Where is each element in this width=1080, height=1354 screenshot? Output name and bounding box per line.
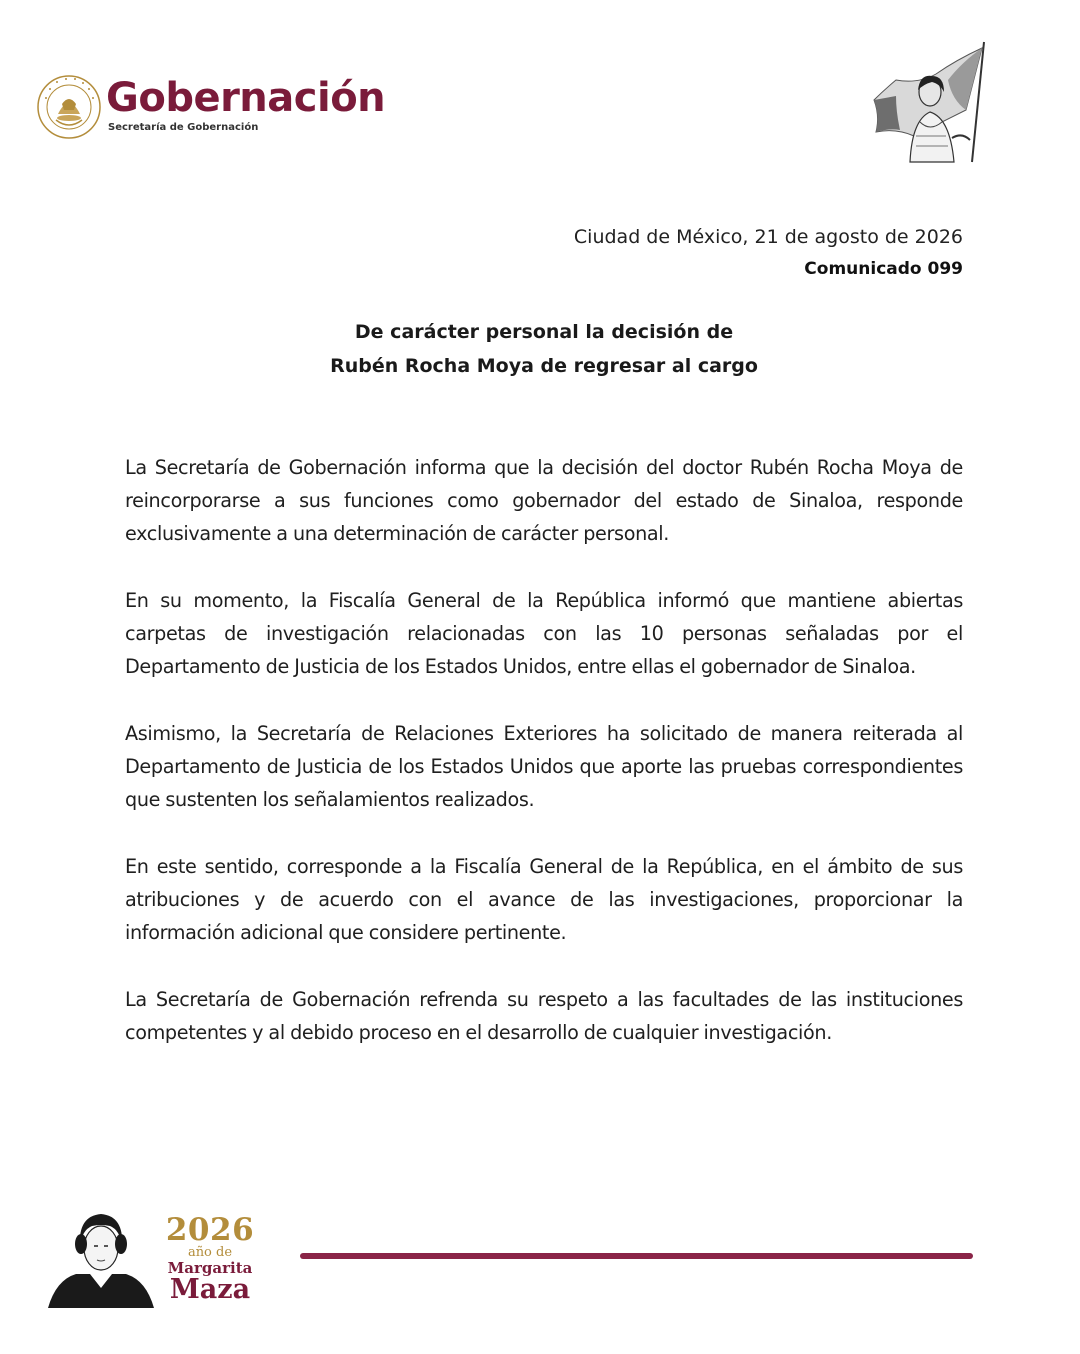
paragraph: Asimismo, la Secretaría de Relaciones Exteriores ha solicitado de manera reiterada al Departamento de Justicia de los Estados Unidos que aporte las pruebas correspondientes que sustenten los señalamientos realizados. (125, 722, 963, 811)
honoree-last-name: Maza (169, 1274, 251, 1305)
heroine-flag-illustration (866, 40, 990, 164)
honoree-first-name: Margarita (167, 1259, 253, 1277)
margarita-maza-portrait (46, 1208, 156, 1308)
headline-line-2: Rubén Rocha Moya de regresar al cargo (330, 355, 758, 377)
paragraph: En su momento, la Fiscalía General de la República informó que mantiene abiertas carpetas de investigación relacionadas con las 10 personas señaladas por el Departamento de Justicia de los Estados Unidos, entre ellas el gobernador de Sinaloa. (125, 589, 963, 678)
paragraph: La Secretaría de Gobernación informa que la decisión del doctor Rubén Rocha Moya de reincorporarse a sus funciones como gobernador del estado de Sinaloa, responde exclusivamente a una determinación de carácter personal. (125, 456, 963, 545)
year-caption: año de (187, 1245, 233, 1260)
year-emblem (160, 1214, 260, 1304)
brand-subtitle: Secretaría de Gobernación (108, 122, 259, 133)
year-number: 2026 (165, 1212, 255, 1248)
national-seal-icon (36, 74, 102, 140)
gobernacion-logo (36, 72, 396, 140)
comunicado-number: Comunicado 099 (804, 259, 963, 279)
body-text (125, 451, 963, 1083)
footer-divider (300, 1253, 973, 1259)
paragraph: La Secretaría de Gobernación refrenda su respeto a las facultades de las instituciones competentes y al debido proceso en el desarrollo de cualquier investigación. (125, 988, 963, 1044)
paragraph: En este sentido, corresponde a la Fiscalía General de la República, en el ámbito de sus atribuciones y de acuerdo con el avance de las investigaciones, proporcionar la información adicional que considere pertinente. (125, 855, 963, 944)
brand-title: Gobernación (106, 75, 386, 121)
dateline: Ciudad de México, 21 de agosto de 2026 (573, 226, 963, 248)
headline-line-1: De carácter personal la decisión de (354, 321, 734, 343)
